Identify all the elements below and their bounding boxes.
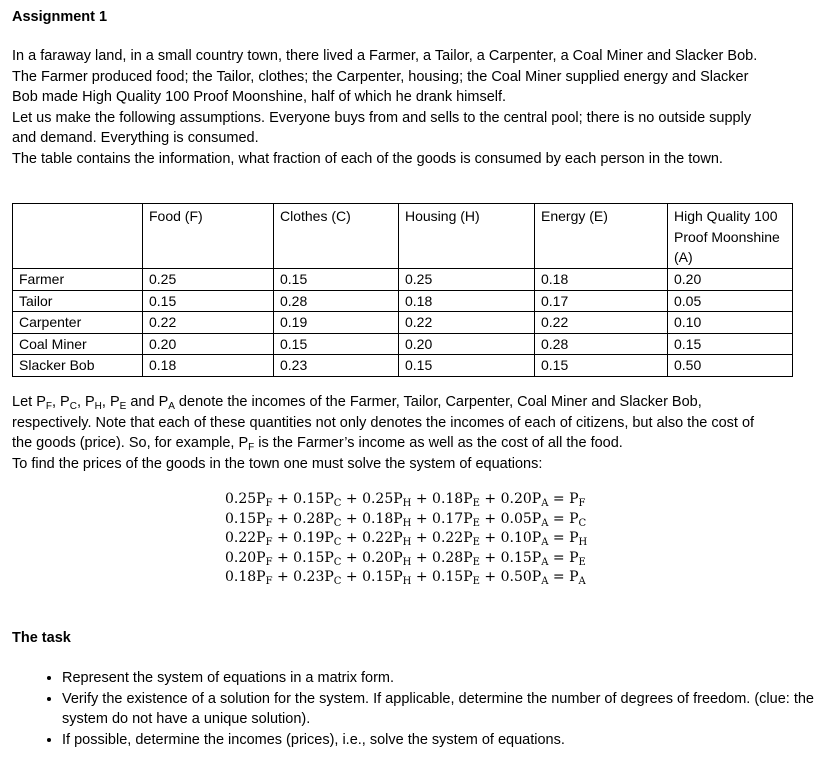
table-cell: 0.15 — [535, 355, 668, 377]
table-cell: 0.18 — [535, 269, 668, 291]
text-run: the goods (price). So, for example, — [12, 435, 239, 451]
table-cell: 0.22 — [399, 312, 535, 334]
task-list — [30, 668, 826, 750]
table-cell: 0.25 — [399, 269, 535, 291]
table-cell: 0.20 — [399, 333, 535, 355]
equation-line: $0.18P_F + 0.23P_C + 0.15P_H + 0.15P_E + 0.50P_A = P_A$ — [225, 569, 586, 587]
equation-line: $0.15P_F + 0.28P_C + 0.18P_H + 0.17P_E + 0.05P_A = P_C$ — [225, 510, 587, 529]
table-cell: 0.22 — [143, 312, 274, 334]
var-symbol: P — [60, 394, 70, 410]
table-cell: 0.15 — [668, 333, 793, 355]
intro-line: and demand. Everything is consumed. — [12, 130, 259, 146]
table-cell: Farmer — [13, 269, 143, 291]
var-subscript: C — [69, 401, 77, 412]
table-row — [13, 333, 793, 355]
table-row — [13, 269, 793, 291]
var-subscript: H — [94, 401, 102, 412]
equation-line: $0.22P_F + 0.19P_C + 0.22P_H + 0.22P_E + 0.10P_A = P_H$ — [225, 530, 588, 548]
table-cell: 0.20 — [668, 269, 793, 291]
table-cell: 0.18 — [143, 355, 274, 377]
table-header-cell — [13, 204, 143, 269]
table-row — [13, 355, 793, 377]
table-cell: 0.18 — [399, 290, 535, 312]
intro-line: Bob made High Quality 100 Proof Moonshine, half of which he drank himself. — [12, 89, 507, 105]
table-row — [13, 290, 793, 312]
table-header-cell: Housing (H) — [399, 204, 535, 269]
table-header-row — [13, 204, 793, 269]
intro-line: In a faraway land, in a small country town, there lived a Farmer, a Tailor, a Carpenter, a Coal Miner and Slacker Bob. — [12, 48, 758, 64]
var-symbol: P — [109, 394, 120, 410]
explanation-line: respectively. Note that each of these quantities not only denotes the incomes of each of citizens, but also the cost of — [12, 414, 755, 431]
consumption-table — [12, 203, 793, 377]
explanation-line: Let $P_F$, $P_C$, $P_H$, $P_E$ and $P_A$ denote the incomes of the Farmer, Tailor, Carpenter, Coal Miner and Slacker Bob, — [12, 394, 702, 412]
var-subscript: E — [119, 401, 127, 412]
table-cell: 0.17 — [535, 290, 668, 312]
equation-line: $0.20P_F + 0.15P_C + 0.20P_H + 0.28P_E + 0.15P_A = P_E$ — [225, 549, 586, 568]
table-cell: 0.15 — [399, 355, 535, 377]
text-run: Let — [12, 394, 37, 410]
table-cell: Coal Miner — [13, 333, 143, 355]
table-cell: 0.28 — [535, 333, 668, 355]
explanation-line — [12, 433, 812, 454]
table-row — [13, 312, 793, 334]
table-cell: 0.50 — [668, 355, 793, 377]
explanation-line: To find the prices of the goods in the town one must solve the system of equations: — [12, 455, 543, 472]
list-item: • Verify the existence of a solution for the system. If applicable, determine the number of degrees of freedom. (clue: the system do not have a unique solution). — [62, 689, 826, 730]
table-header-cell: Energy (E) — [535, 204, 668, 269]
var-symbol: P — [85, 394, 95, 410]
equation-system — [225, 490, 587, 588]
explanation-paragraph — [12, 392, 812, 474]
table-cell: Carpenter — [13, 312, 143, 334]
table-cell: 0.10 — [668, 312, 793, 334]
text-run: is the Farmer’s income as well as the cost of all the food. — [254, 435, 623, 451]
var-symbol: P — [238, 435, 249, 451]
intro-line: Let us make the following assumptions. Everyone buys from and sells to the central pool; there is no outside supply — [12, 109, 752, 126]
table-cell: 0.15 — [274, 333, 399, 355]
intro-paragraph — [12, 46, 812, 169]
table-cell: 0.19 — [274, 312, 399, 334]
table-cell: Slacker Bob — [13, 355, 143, 377]
text-run: denote the incomes of the Farmer, Tailor, Carpenter, Coal Miner and Slacker Bob, — [174, 394, 702, 410]
intro-line: The Farmer produced food; the Tailor, clothes; the Carpenter, housing; the Coal Miner supplied energy and Slacker — [12, 68, 749, 85]
table-cell: 0.15 — [274, 269, 399, 291]
table-cell: Tailor — [13, 290, 143, 312]
table-header-cell: Clothes (C) — [274, 204, 399, 269]
table-cell: 0.28 — [274, 290, 399, 312]
table-header-cell: High Quality 100 Proof Moonshine (A) — [668, 204, 793, 269]
table-cell: 0.22 — [535, 312, 668, 334]
table-cell: 0.15 — [143, 290, 274, 312]
list-item: • If possible, determine the incomes (prices), i.e., solve the system of equations. — [62, 730, 826, 751]
table-cell: 0.05 — [668, 290, 793, 312]
task-heading: The task — [12, 630, 71, 646]
intro-line: The table contains the information, what fraction of each of the goods is consumed by each person in the town. — [12, 150, 723, 167]
table-cell: 0.25 — [143, 269, 274, 291]
table-cell: 0.20 — [143, 333, 274, 355]
table-header-cell: Food (F) — [143, 204, 274, 269]
assignment-title: Assignment 1 — [12, 9, 108, 25]
table-cell: 0.23 — [274, 355, 399, 377]
var-subscript: F — [248, 442, 255, 453]
var-symbol: P — [36, 394, 46, 410]
list-item: • Represent the system of equations in a matrix form. — [62, 668, 826, 689]
var-symbol: P — [158, 394, 169, 410]
var-subscript: A — [168, 401, 175, 412]
var-subscript: F — [45, 401, 52, 412]
equation-line: $0.25P_F + 0.15P_C + 0.25P_H + 0.18P_E + 0.20P_A = P_F$ — [225, 491, 586, 509]
